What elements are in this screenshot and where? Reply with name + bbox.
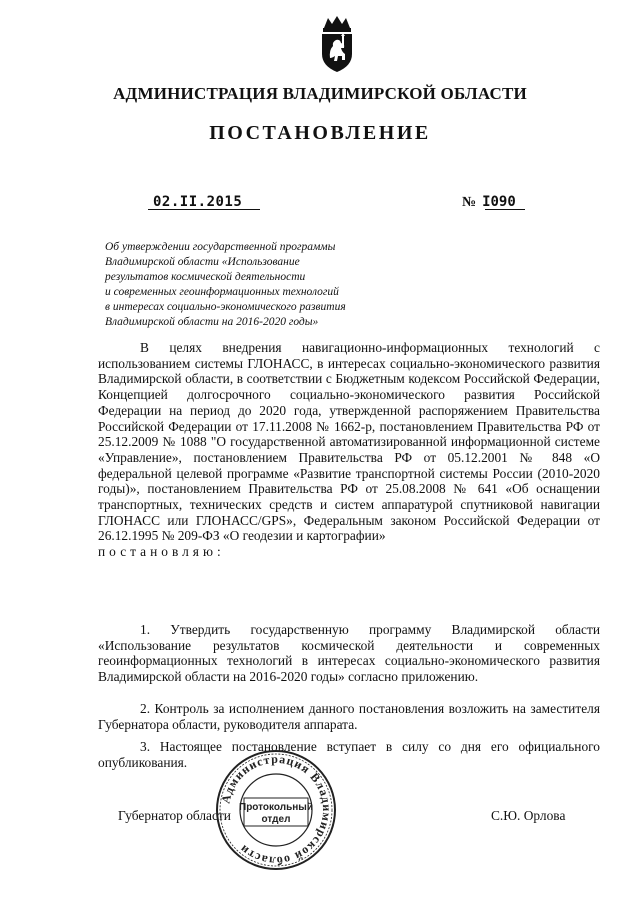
subject-line: Владимирской области «Использование bbox=[105, 256, 300, 268]
document-type: ПОСТАНОВЛЕНИЕ bbox=[209, 122, 431, 144]
organization-name: АДМИНИСТРАЦИЯ ВЛАДИМИРСКОЙ ОБЛАСТИ bbox=[113, 84, 527, 103]
preamble-paragraph bbox=[98, 340, 600, 560]
document-date: 02.II.2015 bbox=[153, 194, 243, 210]
official-seal-stamp bbox=[214, 748, 338, 872]
decree-word: постановляю: bbox=[98, 544, 225, 560]
number-label: № bbox=[462, 195, 477, 210]
seal-center-line-1: Протокольный bbox=[239, 802, 313, 813]
signatory-position: Губернатор области bbox=[118, 808, 231, 823]
item-1-paragraph: 1. Утвердить государственную программу Владимирской области «Использование результатов космической деятельности и современных геоинформационных технологий в интересах социально-экономического развития Владимирской области на 2016-2020 годы» согласно приложению. bbox=[98, 622, 600, 685]
number-underline bbox=[485, 209, 525, 210]
signatory-name: С.Ю. Орлова bbox=[491, 808, 566, 823]
date-underline bbox=[148, 209, 260, 210]
subject-line: Об утверждении государственной программы bbox=[105, 241, 336, 253]
seal-ring-text: Администрация Владимирской области bbox=[218, 751, 335, 869]
coat-of-arms-icon bbox=[312, 14, 362, 74]
subject-line: и современных геоинформационных технологий bbox=[105, 286, 339, 298]
seal-center-line-2: отдел bbox=[261, 814, 291, 825]
subject-line: Владимирской области на 2016-2020 годы» bbox=[105, 316, 319, 328]
subject-line: в интересах социально-экономического развития bbox=[105, 301, 346, 313]
number-value: I090 bbox=[482, 194, 516, 210]
subject-line: результатов космической деятельности bbox=[105, 271, 306, 283]
document-subject bbox=[105, 240, 405, 330]
item-2-paragraph: 2. Контроль за исполнением данного постановления возложить на заместителя Губернатора области, руководителя аппарата. bbox=[98, 701, 600, 732]
preamble-text: В целях внедрения навигационно-информационных технологий с использованием системы ГЛОНАСС, в интересах социально-экономического развития Владимирской области, в соответствии с Бюджетным кодексом Российской Федерации, Концепцией долгосрочного социально-экономического развития Российской Федерации на период до 2020 года, утвержденной распоряжением Правительства Российской Федерации от 17.11.2008 № 1662-р, постановлением Правительства РФ от 25.12.2009 № 1088 "О государственной автоматизированной информационной системе «Управление», постановлением Правительства РФ от 05.12.2001 № 848 «О федеральной целевой программе «Развитие транспортной системы России (2010-2020 годы)», постановлением Правительства РФ от 25.08.2008 № 641 «Об оснащении транспортных, технических средств и систем аппаратурой спутниковой навигации ГЛОНАСС или ГЛОНАСС/GPS», Федеральным законом Российской Федерации от 26.12.1995 № 209-ФЗ «О геодезии и картографии» bbox=[98, 340, 600, 544]
item-3-paragraph: 3. Настоящее постановление вступает в силу со дня его официального опубликования. bbox=[98, 739, 600, 770]
